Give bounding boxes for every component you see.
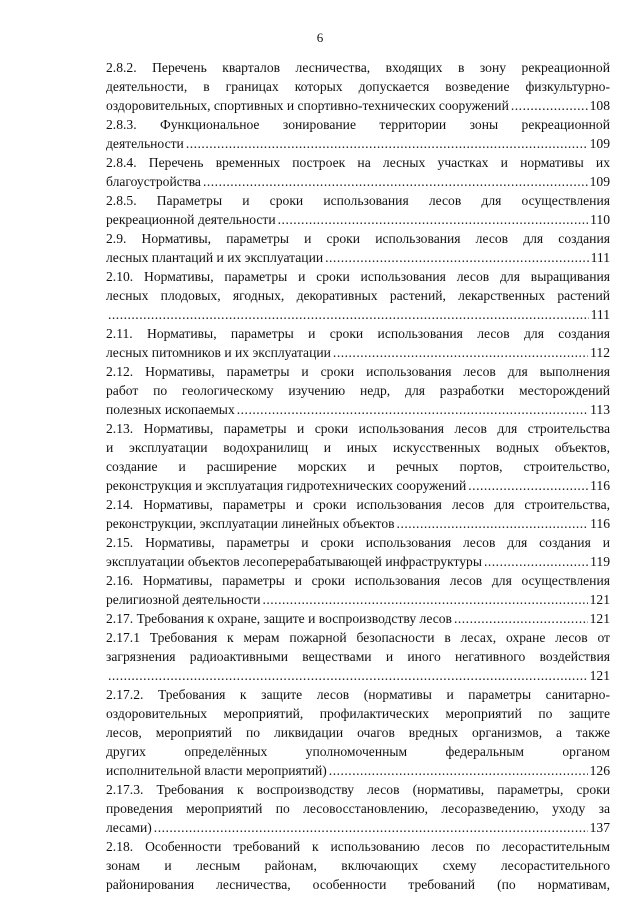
dot-leader [108,305,589,324]
dot-leader [484,552,588,571]
toc-entry-line: и эксплуатации водохранилищ и иных искусственных водных объектов, [106,440,610,455]
toc-entry-page-line [106,96,610,115]
toc-entry-title: деятельности [106,136,184,151]
toc-entry-page-line [106,590,610,609]
toc-entry-page-line [106,343,610,362]
toc-entry-title: лесных плантаций и их эксплуатации [106,250,324,265]
toc-entry-title: полезных ископаемых [106,402,235,417]
toc-entry [106,115,610,153]
toc-entry-line: деятельности, в границах которых допускается возведение физкультурно- [106,79,610,94]
toc-entry-line: зонам и лесным районам, включающих схему лесорастительного [106,858,610,873]
toc-entry [106,58,610,115]
toc-page-number: 119 [590,554,610,569]
dot-leader [186,134,588,153]
toc-entry-page-line [106,172,610,191]
dot-leader [468,476,588,495]
toc-page-number: 109 [589,174,610,189]
toc-entry-line: работ по геологическому изучению недр, для разработки месторождений [106,383,610,398]
toc-page-number: 116 [590,516,610,531]
toc-entry-title: лесных питомников и их эксплуатации [106,345,331,360]
toc-entry-page-line [106,210,610,229]
page-number: 6 [316,30,324,45]
toc-entry-page-line [106,761,610,780]
toc-entry-page-line [106,400,610,419]
toc-entry-line: 2.16. Нормативы, параметры и сроки использования лесов для осуществления [106,573,610,588]
dot-leader [397,514,589,533]
toc-entry-line: создание и расширение морских и речных портов, строительство, [106,459,610,474]
toc-entry-line: 2.18. Особенности требований к использованию лесов по лесорастительным [106,839,610,854]
toc-entry-title: религиозной деятельности [106,592,261,607]
toc-entry-page-line [106,552,610,571]
toc-entry [106,191,610,229]
toc-entry-page-line [106,305,610,324]
toc-entry-line: других определённых уполномоченным федеральным органом [106,744,610,759]
toc-entry-line: проведения мероприятий по лесовосстановлению, лесоразведению, уходу за [106,801,610,816]
toc-page-number: 121 [589,668,610,683]
toc-page-number: 112 [590,345,610,360]
toc-entry-line: 2.17.2. Требования к защите лесов (нормативы и параметры санитарно- [106,687,610,702]
toc-page-number: 111 [590,307,610,322]
toc-entry-line: 2.14. Нормативы, параметры и сроки использования лесов для строительства, [106,497,610,512]
toc-entry-title: реконструкции, эксплуатации линейных объектов [106,516,395,531]
toc-entry-line: 2.8.5. Параметры и сроки использования лесов для осуществления [106,193,610,208]
toc-entry-line: 2.8.2. Перечень кварталов лесничества, входящих в зону рекреационной [106,60,610,75]
toc-entry [106,780,610,837]
toc-page-number: 109 [589,136,610,151]
toc-entry-title: лесами) [106,820,152,835]
toc-entry [106,571,610,609]
toc-entry-title: рекреационной деятельности [106,212,276,227]
toc-entry-line: 2.17.3. Требования к воспроизводству лесов (нормативы, параметры, сроки [106,782,610,797]
dot-leader [262,590,587,609]
toc-entry-line: загрязнения радиоактивными веществами и иного негативного воздействия [106,649,610,664]
toc-page-number: 116 [590,478,610,493]
toc-entry-line: 2.8.4. Перечень временных построек на лесных участках и нормативы их [106,155,610,170]
toc-entry [106,267,610,324]
dot-leader [278,210,588,229]
dot-leader [108,666,588,685]
toc-entry-page-line [106,476,610,495]
dot-leader [154,818,588,837]
toc-entry-line: районирования лесничества, особенности требований (по нормативам, [106,877,610,892]
toc-entry-page-line [106,666,610,685]
toc-entry-page-line [106,134,610,153]
toc-entry-line: оздоровительных мероприятий, профилактических мероприятий по защите [106,706,610,721]
toc-page-number: 111 [590,250,610,265]
toc-entry-line: лесов, мероприятий по ликвидации очагов вредных организмов, а также [106,725,610,740]
toc-entry-line: 2.15. Нормативы, параметры и сроки использования лесов для создания и [106,535,610,550]
dot-leader [237,400,588,419]
toc-entry [106,324,610,362]
toc-page-number: 121 [589,611,610,626]
dot-leader [333,343,588,362]
toc-entry-page-line [106,248,610,267]
toc-entry-line: 2.13. Нормативы, параметры и сроки использования лесов для строительства [106,421,610,436]
dot-leader [454,609,588,628]
toc-entry-line: 2.11. Нормативы, параметры и сроки использования лесов для создания [106,326,610,341]
toc-page-number: 110 [590,212,610,227]
toc-entry-line: 2.9. Нормативы, параметры и сроки использования лесов для создания [106,231,610,246]
toc-entry-title: благоустройства [106,174,201,189]
toc-entry [106,685,610,780]
toc-entry-line: 2.8.3. Функциональное зонирование территории зоны рекреационной [106,117,610,132]
toc-page-number: 126 [589,763,610,778]
toc-entry [106,837,610,894]
toc-entry [106,362,610,419]
toc-entry-title: реконструкция и эксплуатация гидротехнических сооружений [106,478,467,493]
toc-entry [106,495,610,533]
toc-entry-title: исполнительной власти мероприятий) [106,763,327,778]
toc-entry [106,609,610,628]
toc-entry-title: эксплуатации объектов лесоперерабатывающей инфраструктуры [106,554,482,569]
toc-page-number: 121 [589,592,610,607]
toc-entry-page-line [106,818,610,837]
toc-entry-title: 2.17. Требования к охране, защите и воспроизводству лесов [106,611,452,626]
toc-entry-title: оздоровительных, спортивных и спортивно-технических сооружений [106,98,509,113]
toc-entry [106,153,610,191]
table-of-contents [106,58,610,894]
toc-entry [106,229,610,267]
toc-page-number: 113 [590,402,610,417]
dot-leader [325,248,588,267]
dot-leader [511,96,588,115]
toc-entry-line: 2.10. Нормативы, параметры и сроки использования лесов для выращивания [106,269,610,284]
toc-entry-page-line [106,514,610,533]
toc-entry [106,533,610,571]
toc-entry-line: 2.17.1 Требования к мерам пожарной безопасности в лесах, охране лесов от [106,630,610,645]
dot-leader [203,172,588,191]
toc-page-number: 137 [589,820,610,835]
dot-leader [329,761,588,780]
toc-entry [106,628,610,685]
toc-page-number: 108 [589,98,610,113]
toc-entry-line: 2.12. Нормативы, параметры и сроки использования лесов для выполнения [106,364,610,379]
toc-entry-page-line [106,609,610,628]
toc-entry-line: лесных плодовых, ягодных, декоративных растений, лекарственных растений [106,288,610,303]
toc-entry [106,419,610,495]
